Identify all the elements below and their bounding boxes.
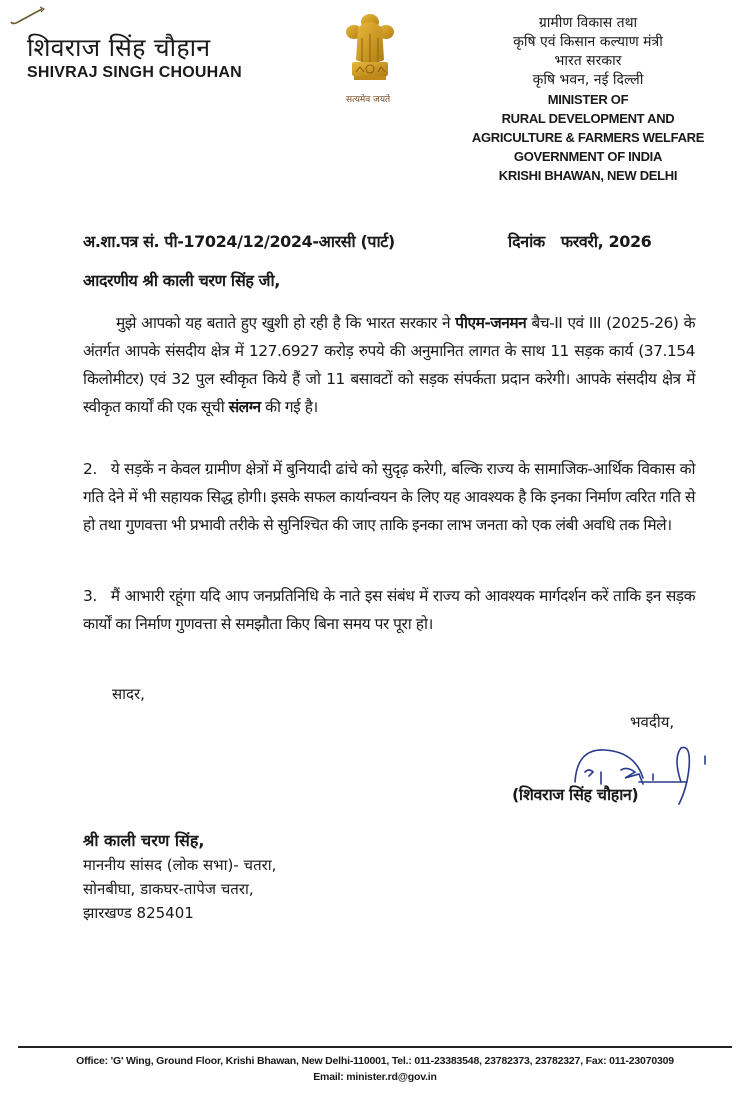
addressee-line: माननीय सांसद (लोक सभा)- चतरा,	[83, 856, 277, 874]
paragraph-2-text: ये सड़कें न केवल ग्रामीण क्षेत्रों में बुनियादी ढांचे को सुदृढ़ करेगी, बल्कि राज्य के सामाजिक-आर्थिक विकास को गति देने में भी सहायक सिद्ध होगी। इसके सफल कार्यान्वयन के लिए यह आवश्यक है कि इनका निर्माण त्वरित गति से हो तथा गुणवत्ता भी प्रभावी तरीके से सुनिश्चित की जाए ताकि इनका लाभ जनता को एक लंबी अवधि तक मिले।	[83, 460, 695, 534]
designation-hindi-line: कृषि भवन, नई दिल्ली	[532, 72, 644, 88]
reference-number: अ.शा.पत्र सं. पी-17024/12/2024-आरसी (पार्ट)	[83, 232, 395, 251]
addressee-block	[83, 829, 276, 925]
signatory-name: (शिवराज सिंह चौहान)	[512, 785, 639, 804]
pen-mark-icon	[8, 4, 48, 26]
date-value: फरवरी, 2026	[560, 232, 652, 251]
paragraph-1-text: मुझे आपको यह बताते हुए खुशी हो रही है कि भारत सरकार ने	[116, 314, 456, 332]
closing-regards: सादर,	[112, 685, 145, 703]
paragraph-number: 3.	[83, 587, 97, 605]
designation-english-line: RURAL DEVELOPMENT AND	[501, 111, 675, 126]
designation-hindi-line: कृषि एवं किसान कल्याण मंत्री	[513, 34, 663, 50]
designation-english-line: GOVERNMENT OF INDIA	[513, 149, 663, 164]
paragraph-1-text: बैच-II एवं III (2025-26) के अंतर्गत आपके संसदीय क्षेत्र में 127.6927 करोड़ रुपये की अनुमानित लागत के साथ 11 सड़क कार्य (37.154 किलोमीटर) एवं 32 पुल स्वीकृत किये हैं जो 11 बसावटों को सड़क संपर्कता प्रदान करेगी। आपके संसदीय क्षेत्र में स्वीकृत कार्यों की एक सूची	[83, 314, 695, 416]
scheme-name: पीएम-जनमन	[455, 314, 527, 332]
designation-english-line: AGRICULTURE & FARMERS WELFARE	[471, 130, 705, 145]
footer	[0, 1053, 750, 1085]
national-emblem-icon	[340, 12, 400, 96]
date-label: दिनांक	[508, 232, 545, 251]
designation-english-line: MINISTER OF	[547, 92, 629, 107]
salutation: आदरणीय श्री काली चरण सिंह जी,	[83, 271, 280, 290]
designation-english-line: KRISHI BHAWAN, NEW DELHI	[498, 168, 678, 183]
footer-email: Email: minister.rd@gov.in	[313, 1071, 437, 1083]
addressee-line: झारखण्ड 825401	[83, 904, 194, 922]
addressee-line: सोनबीघा, डाकघर-तापेज चतरा,	[83, 880, 254, 898]
paragraph-1-text: की गई है।	[260, 398, 318, 416]
footer-office-address: Office: 'G' Wing, Ground Floor, Krishi Bhawan, New Delhi-110001, Tel.: 011-23383548, 23782373, 23782327, Fax: 011-23070309	[76, 1055, 674, 1067]
designation-block	[458, 14, 718, 185]
enclosure-word: संलग्न	[228, 398, 261, 416]
addressee-name: श्री काली चरण सिंह,	[83, 831, 205, 850]
paragraph-number: 2.	[83, 460, 97, 478]
footer-divider	[18, 1046, 732, 1048]
emblem-motto: सत्यमेव जयते	[346, 95, 391, 105]
paragraph-3-text: मैं आभारी रहूंगा यदि आप जनप्रतिनिधि के नाते इस संबंध में राज्य को आवश्यक मार्गदर्शन करें ताकि इन सड़क कार्यों का निर्माण गुणवत्ता से समझौता किए बिना समय पर पूरा हो।	[83, 587, 695, 633]
paragraph-2	[83, 455, 695, 539]
yours-sincerely: भवदीय,	[630, 713, 675, 731]
sender-name-english: SHIVRAJ SINGH CHOUHAN	[27, 64, 242, 81]
designation-hindi-line: भारत सरकार	[554, 53, 622, 69]
letter-date	[508, 230, 651, 252]
designation-hindi-line: ग्रामीण विकास तथा	[538, 15, 638, 31]
paragraph-3	[83, 582, 695, 638]
paragraph-1	[83, 309, 695, 421]
sender-name-hindi: शिवराज सिंह चौहान	[27, 33, 211, 62]
